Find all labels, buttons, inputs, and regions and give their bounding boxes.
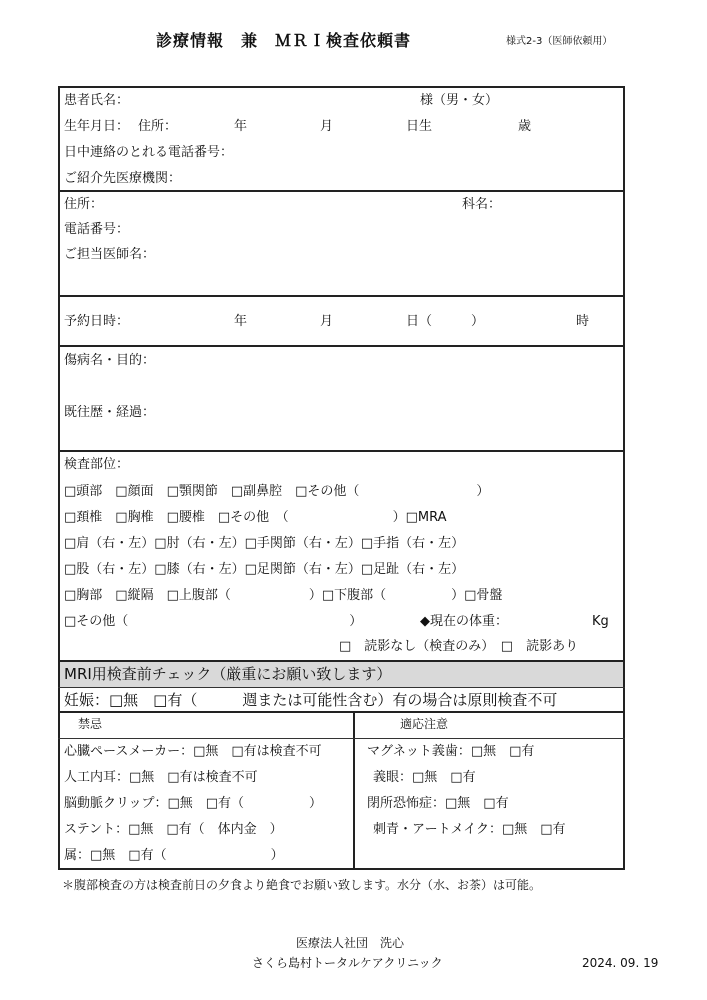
patient-honorific: 様（男・女） [420, 93, 499, 108]
birth-year: 年 [234, 119, 248, 134]
exam-row-spine: □頚椎 □胸椎 □腰椎 □その他 （ ）□MRA [64, 510, 447, 525]
exam-label: 検査部位： [64, 457, 130, 472]
appointment-month: 月 [320, 314, 334, 329]
appointment-day: 日（ ） [406, 314, 485, 329]
exam-row-trunk: □胸部 □縦隔 □上腹部（ ）□下腹部（ ）□骨盤 [64, 588, 503, 603]
exam-row-upper-limb: □肩（右・左）□肘（右・左）□手関節（右・左）□手指（右・左） [64, 536, 465, 551]
contraindication-item: 属：□無 □有（ ） [64, 848, 284, 863]
caution-item: 義眼：□無 □有 [373, 770, 476, 785]
divider-subhead [58, 738, 625, 739]
revision-date: 2024. 09. 19 [582, 956, 659, 970]
contraindication-item: 心臓ペースメーカー：□無 □有は検査不可 [64, 744, 322, 759]
form-title: 診療情報 兼 ＭＲＩ検査依頼書 [156, 31, 412, 50]
caution-item: マグネット義歯：□無 □有 [367, 744, 535, 759]
divider-institution [58, 295, 625, 297]
divider-diagnosis [58, 450, 625, 452]
precheck-title: MRI用検査前チェック（厳重にお願い致します） [64, 665, 392, 683]
patient-age: 歳 [518, 119, 532, 134]
form-code: 様式2-3（医師依頼用） [506, 36, 613, 47]
contraindication-item: 脳動脈クリップ：□無 □有（ ） [64, 796, 323, 811]
contraindication-item: ステント：□無 □有（ 体内金 ） [64, 822, 283, 837]
cautions-title: 適応注意 [400, 717, 449, 731]
institution-address-label: 住所： [64, 197, 104, 212]
department-label: 科名： [462, 197, 502, 212]
contraindication-item: 人工内耳：□無 □有は検査不可 [64, 770, 258, 785]
referral-label: ご紹介先医療機関： [64, 171, 182, 186]
divider-pregnancy [58, 711, 625, 713]
appointment-hour: 時 [576, 314, 590, 329]
birth-label: 生年月日： [64, 119, 130, 134]
birth-day: 日生 [406, 119, 433, 134]
caution-item: 刺青・アートメイク：□無 □有 [373, 822, 566, 837]
divider-appointment [58, 345, 625, 347]
pregnancy-check: 妊娠：□無 □有（ 週または可能性含む）有の場合は原則検査不可 [64, 691, 558, 709]
exam-row-other: □その他（ ） [64, 614, 363, 629]
contraindications-title: 禁忌 [78, 717, 103, 731]
clinic-name: さくら島村トータルケアクリニック [252, 956, 443, 970]
divider-vertical [353, 711, 355, 870]
disease-label: 傷病名・目的： [64, 353, 156, 368]
institution-phone-label: 電話番号： [64, 222, 130, 237]
divider-patient [58, 190, 625, 192]
patient-address-label: 住所： [138, 119, 178, 134]
daytime-phone-label: 日中連絡のとれる電話番号： [64, 145, 234, 160]
doctor-label: ご担当医師名： [64, 247, 156, 262]
caution-item: 閉所恐怖症：□無 □有 [367, 796, 509, 811]
corporation-name: 医療法人社団 洗心 [296, 936, 405, 950]
fasting-note: ＊腹部検査の方は検査前日の夕食より絶食でお願い致します。水分（水、お茶）は可能。 [62, 878, 542, 892]
birth-month: 月 [320, 119, 334, 134]
weight-unit: Kg [592, 614, 609, 629]
reading-options: □ 読影なし（検査のみ） □ 読影あり [339, 639, 579, 654]
history-label: 既往歴・経過： [64, 405, 156, 420]
appointment-year: 年 [234, 314, 248, 329]
exam-row-head: □頭部 □顔面 □顎関節 □副鼻腔 □その他（ ） [64, 484, 490, 499]
weight-label: ◆現在の体重： [420, 614, 508, 629]
exam-row-lower-limb: □股（右・左）□膝（右・左）□足関節（右・左）□足趾（右・左） [64, 562, 465, 577]
patient-name-label: 患者氏名： [64, 93, 130, 108]
divider-precheck [58, 687, 625, 688]
appointment-label: 予約日時： [64, 314, 130, 329]
